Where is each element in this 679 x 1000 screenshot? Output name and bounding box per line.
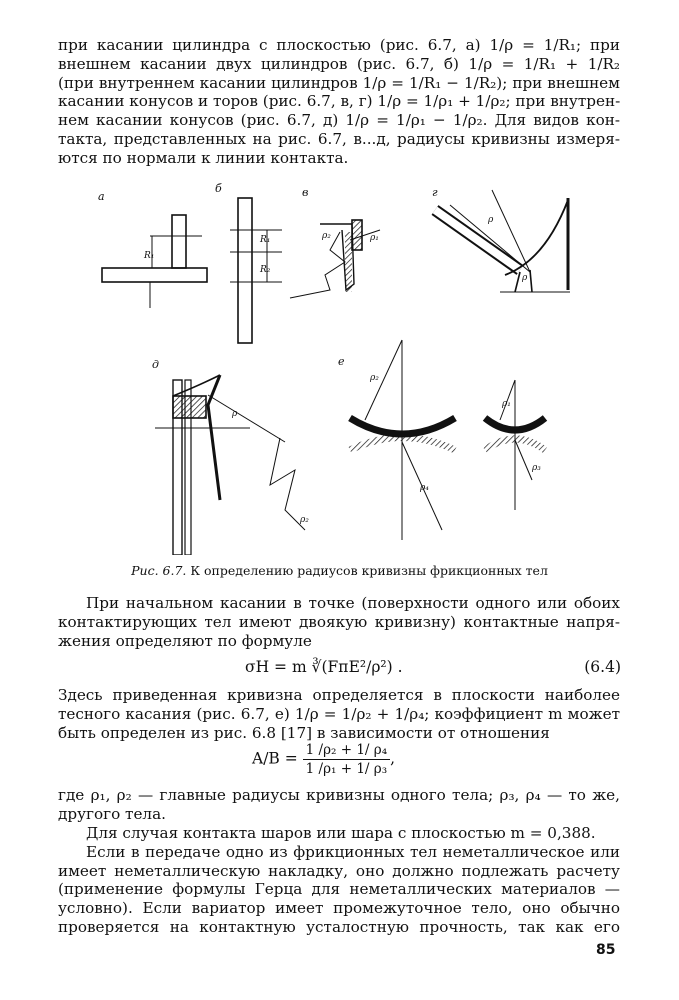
- ratio-denominator: 1 /ρ₁ + 1/ ρ₃: [305, 761, 388, 777]
- label-d: д: [152, 358, 159, 371]
- ratio-tail: ,: [390, 749, 396, 768]
- label-a: а: [98, 190, 105, 203]
- symbol-p3: ρ₃: [532, 463, 541, 473]
- diagram-e: [350, 340, 545, 540]
- text-line: нем касании конусов (рис. 6.7, д) 1/ρ = 1/ρ₁ − 1/ρ₂. Для видов кон-: [58, 111, 620, 130]
- symbol-p2: ρ₂: [370, 373, 379, 383]
- text-line: Если в передаче одно из фрикционных тел неметаллическое или: [86, 842, 620, 861]
- text-line: Для случая контакта шаров или шара с плоскостью m = 0,388.: [86, 824, 596, 842]
- paragraph-2: [58, 594, 620, 650]
- symbol-p2: ρ₂: [300, 515, 309, 525]
- equation-number: (6.4): [584, 658, 621, 676]
- symbol-p1: ρ₁: [502, 399, 511, 409]
- intro-paragraph: [58, 36, 620, 168]
- caption-text: К определению радиусов кривизны фрикционных тел: [190, 563, 548, 578]
- figure-caption: [0, 563, 679, 578]
- ratio-lhs: A/B =: [252, 749, 298, 768]
- symbol-p: ρ: [522, 273, 528, 283]
- ratio-numerator: 1 /ρ₂ + 1/ ρ₄: [303, 742, 390, 760]
- text-line: имеет неметаллическую накладку, оно должно подлежать расчету: [58, 861, 620, 880]
- text-line: условно). Если вариатор имеет промежуточное тело, оно обычно: [58, 899, 620, 918]
- ratio-fraction: [303, 742, 390, 777]
- diagram-b: [230, 198, 282, 343]
- symbol-p: ρ: [488, 215, 494, 225]
- text-line: тесного касания (рис. 6.7, е) 1/ρ = 1/ρ₂ + 1/ρ₄; коэффициент m может: [58, 704, 620, 723]
- label-v: в: [302, 186, 309, 199]
- text-line: такта, представленных на рис. 6.7, в...д, радиусы кривизны измеря-: [58, 129, 620, 148]
- text-line: (при внутреннем касании цилиндров 1/ρ = 1/R₁ − 1/R₂); при внешнем: [58, 73, 620, 92]
- symbol-R1: R₁: [260, 235, 271, 245]
- text-line: Здесь приведенная кривизна определяется в плоскости наиболее: [58, 686, 620, 704]
- figure-6-7: [90, 180, 590, 555]
- symbol-p1: ρ₁: [370, 233, 379, 243]
- text-line: жения определяют по формуле: [58, 631, 312, 650]
- diagram-a: [102, 215, 207, 308]
- text-line: проверяется на контактную усталостную прочность, так как его: [58, 917, 620, 936]
- paragraph-5: [58, 824, 620, 937]
- label-g: г: [432, 186, 438, 199]
- text-line: контактирующих тел имеют двоякую кривизну) контактные напря-: [58, 612, 620, 631]
- paragraph-3: [58, 686, 620, 742]
- text-line: При начальном касании в точке (поверхности одного или обоих: [86, 594, 620, 612]
- formula-6-4: σH = m ∛(FпE²/ρ²) .: [245, 658, 403, 676]
- text-line: другого тела.: [58, 804, 166, 823]
- text-line: внешнем касании двух цилиндров (рис. 6.7, б) 1/ρ = 1/R₁ + 1/R₂: [58, 54, 620, 73]
- caption-prefix: Рис. 6.7.: [131, 563, 187, 578]
- text-line: касании конусов и торов (рис. 6.7, в, г) 1/ρ = 1/ρ₁ + 1/ρ₂; при внутрен-: [58, 92, 621, 111]
- symbol-p: ρ: [232, 409, 238, 419]
- text-line: при касании цилиндра с плоскостью (рис. 6.7, а) 1/ρ = 1/R₁; при: [58, 36, 620, 54]
- text-line: быть определен из рис. 6.8 [17] в зависимости от отношения: [58, 723, 550, 742]
- symbol-p2: ρ₂: [322, 231, 331, 241]
- text-line: где ρ₁, ρ₂ — главные радиусы кривизны одного тела; ρ₃, ρ₄ — то же,: [58, 786, 620, 804]
- paragraph-4: [58, 786, 620, 824]
- formula-ratio: [252, 742, 395, 777]
- diagram-v: [290, 220, 380, 298]
- diagram-g: [435, 190, 570, 292]
- text-line: ются по нормали к линии контакта.: [58, 148, 349, 167]
- symbol-R1: R₁: [144, 251, 155, 261]
- diagram-d: [155, 375, 305, 555]
- text-line: (применение формулы Герца для неметаллических материалов —: [58, 880, 620, 899]
- page-number: 85: [596, 942, 616, 958]
- symbol-R2: R₂: [260, 265, 271, 275]
- label-e: е: [338, 355, 345, 368]
- label-b: б: [215, 182, 222, 195]
- symbol-p4: ρ₄: [420, 483, 429, 493]
